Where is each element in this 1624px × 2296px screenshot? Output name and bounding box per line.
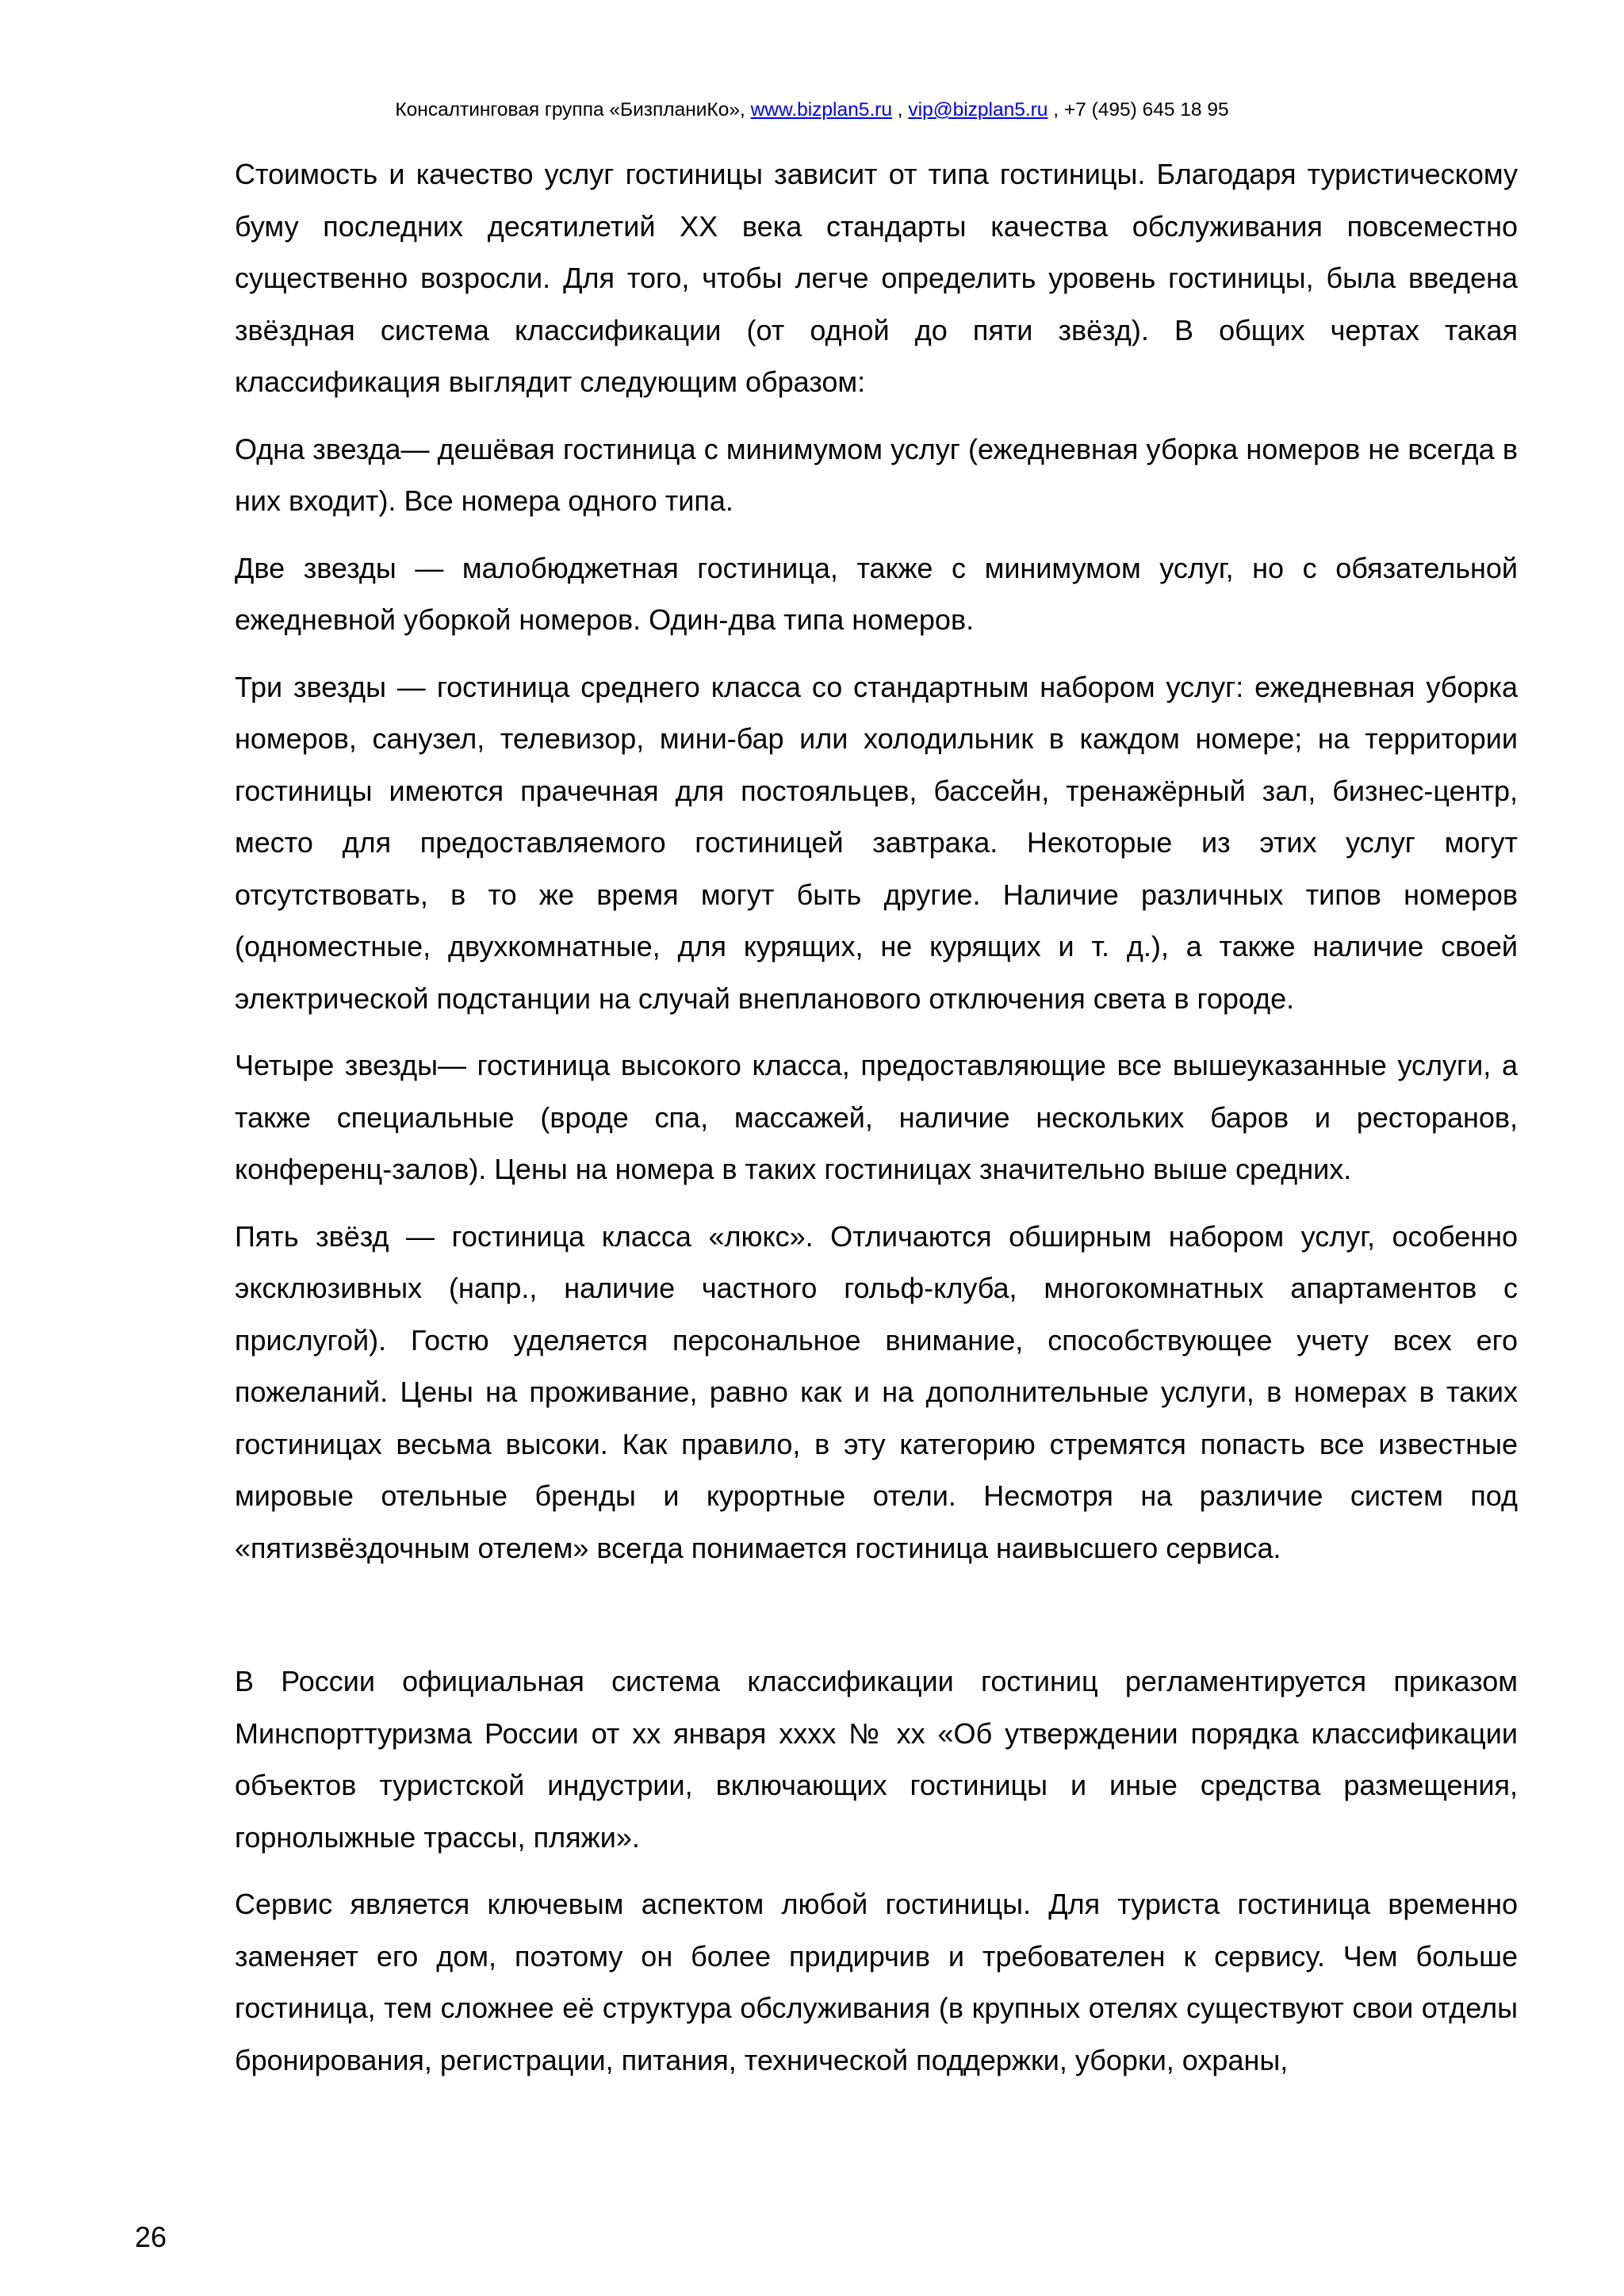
- header-company: Консалтинговая группа «БизпланиКо»,: [395, 99, 745, 121]
- header-email-link[interactable]: vip@bizplan5.ru: [908, 99, 1048, 121]
- paragraph-russia-classification: В России официальная система классификации гостиниц регламентируется приказом Минспорттуризма России от хх января хххх № хх «Об утверждении порядка классификации объектов туристской индустрии, включающих гостиницы и иные средства размещения, горнолыжные трассы, пляжи».: [235, 1665, 1518, 1854]
- header-phone: , +7 (495) 645 18 95: [1053, 99, 1229, 121]
- header-site-link[interactable]: www.bizplan5.ru: [750, 99, 892, 121]
- paragraph-one-star: Одна звезда— дешёвая гостиница с минимумом услуг (ежедневная уборка номеров не всегда в них входит). Все номера одного типа.: [235, 432, 1518, 517]
- document-body: [235, 148, 1518, 2101]
- header-separator: ,: [897, 99, 903, 121]
- paragraph-intro: Стоимость и качество услуг гостиницы зависит от типа гостиницы. Благодаря туристическому буму последних десятилетий XX века стандарты качества обслуживания повсеместно существенно возросли. Для того, чтобы легче определить уровень гостиницы, была введена звёздная система классификации (от одной до пяти звёзд). В общих чертах такая классификация выглядит следующим образом:: [235, 158, 1518, 398]
- paragraph-two-stars: Две звезды — малобюджетная гостиница, также с минимумом услуг, но с обязательной ежедневной уборкой номеров. Один-два типа номеров.: [235, 551, 1518, 636]
- page-header: [0, 98, 1624, 122]
- paragraph-service: Сервис является ключевым аспектом любой гостиницы. Для туриста гостиница временно заменяет его дом, поэтому он более придирчив и требователен к сервису. Чем больше гостиница, тем сложнее её структура обслуживания (в крупных отелях существуют свои отделы бронирования, регистрации, питания, технической поддержки, уборки, охраны,: [235, 1888, 1518, 2076]
- paragraph-four-stars: Четыре звезды— гостиница высокого класса, предоставляющие все вышеуказанные услуги, а также специальные (вроде спа, массажей, наличие нескольких баров и ресторанов, конференц-залов). Цены на номера в таких гостиницах значительно выше средних.: [235, 1049, 1518, 1185]
- paragraph-three-stars: Три звезды — гостиница среднего класса со стандартным набором услуг: ежедневная уборка номеров, санузел, телевизор, мини-бар или холодильник в каждом номере; на территории гостиницы имеются прачечная для постояльцев, бассейн, тренажёрный зал, бизнес-центр, место для предоставляемого гостиницей завтрака. Некоторые из этих услуг могут отсутствовать, в то же время могут быть другие. Наличие различных типов номеров (одноместные, двухкомнатные, для курящих, не курящих и т. д.), а также наличие своей электрической подстанции на случай внепланового отключения света в городе.: [235, 670, 1518, 1015]
- paragraph-five-stars: Пять звёзд — гостиница класса «люкс». Отличаются обширным набором услуг, особенно эксклюзивных (напр., наличие частного гольф-клуба, многокомнатных апартаментов с прислугой). Гостю уделяется персональное внимание, способствующее учету всех его пожеланий. Цены на проживание, равно как и на дополнительные услуги, в номерах в таких гостиницах весьма высоки. Как правило, в эту категорию стремятся попасть все известные мировые отельные бренды и курортные отели. Несмотря на различие систем под «пятизвёздочным отелем» всегда понимается гостиница наивысшего сервиса.: [235, 1219, 1518, 1564]
- paragraph-gap: [235, 1589, 1518, 1655]
- page-number: 26: [135, 2221, 167, 2253]
